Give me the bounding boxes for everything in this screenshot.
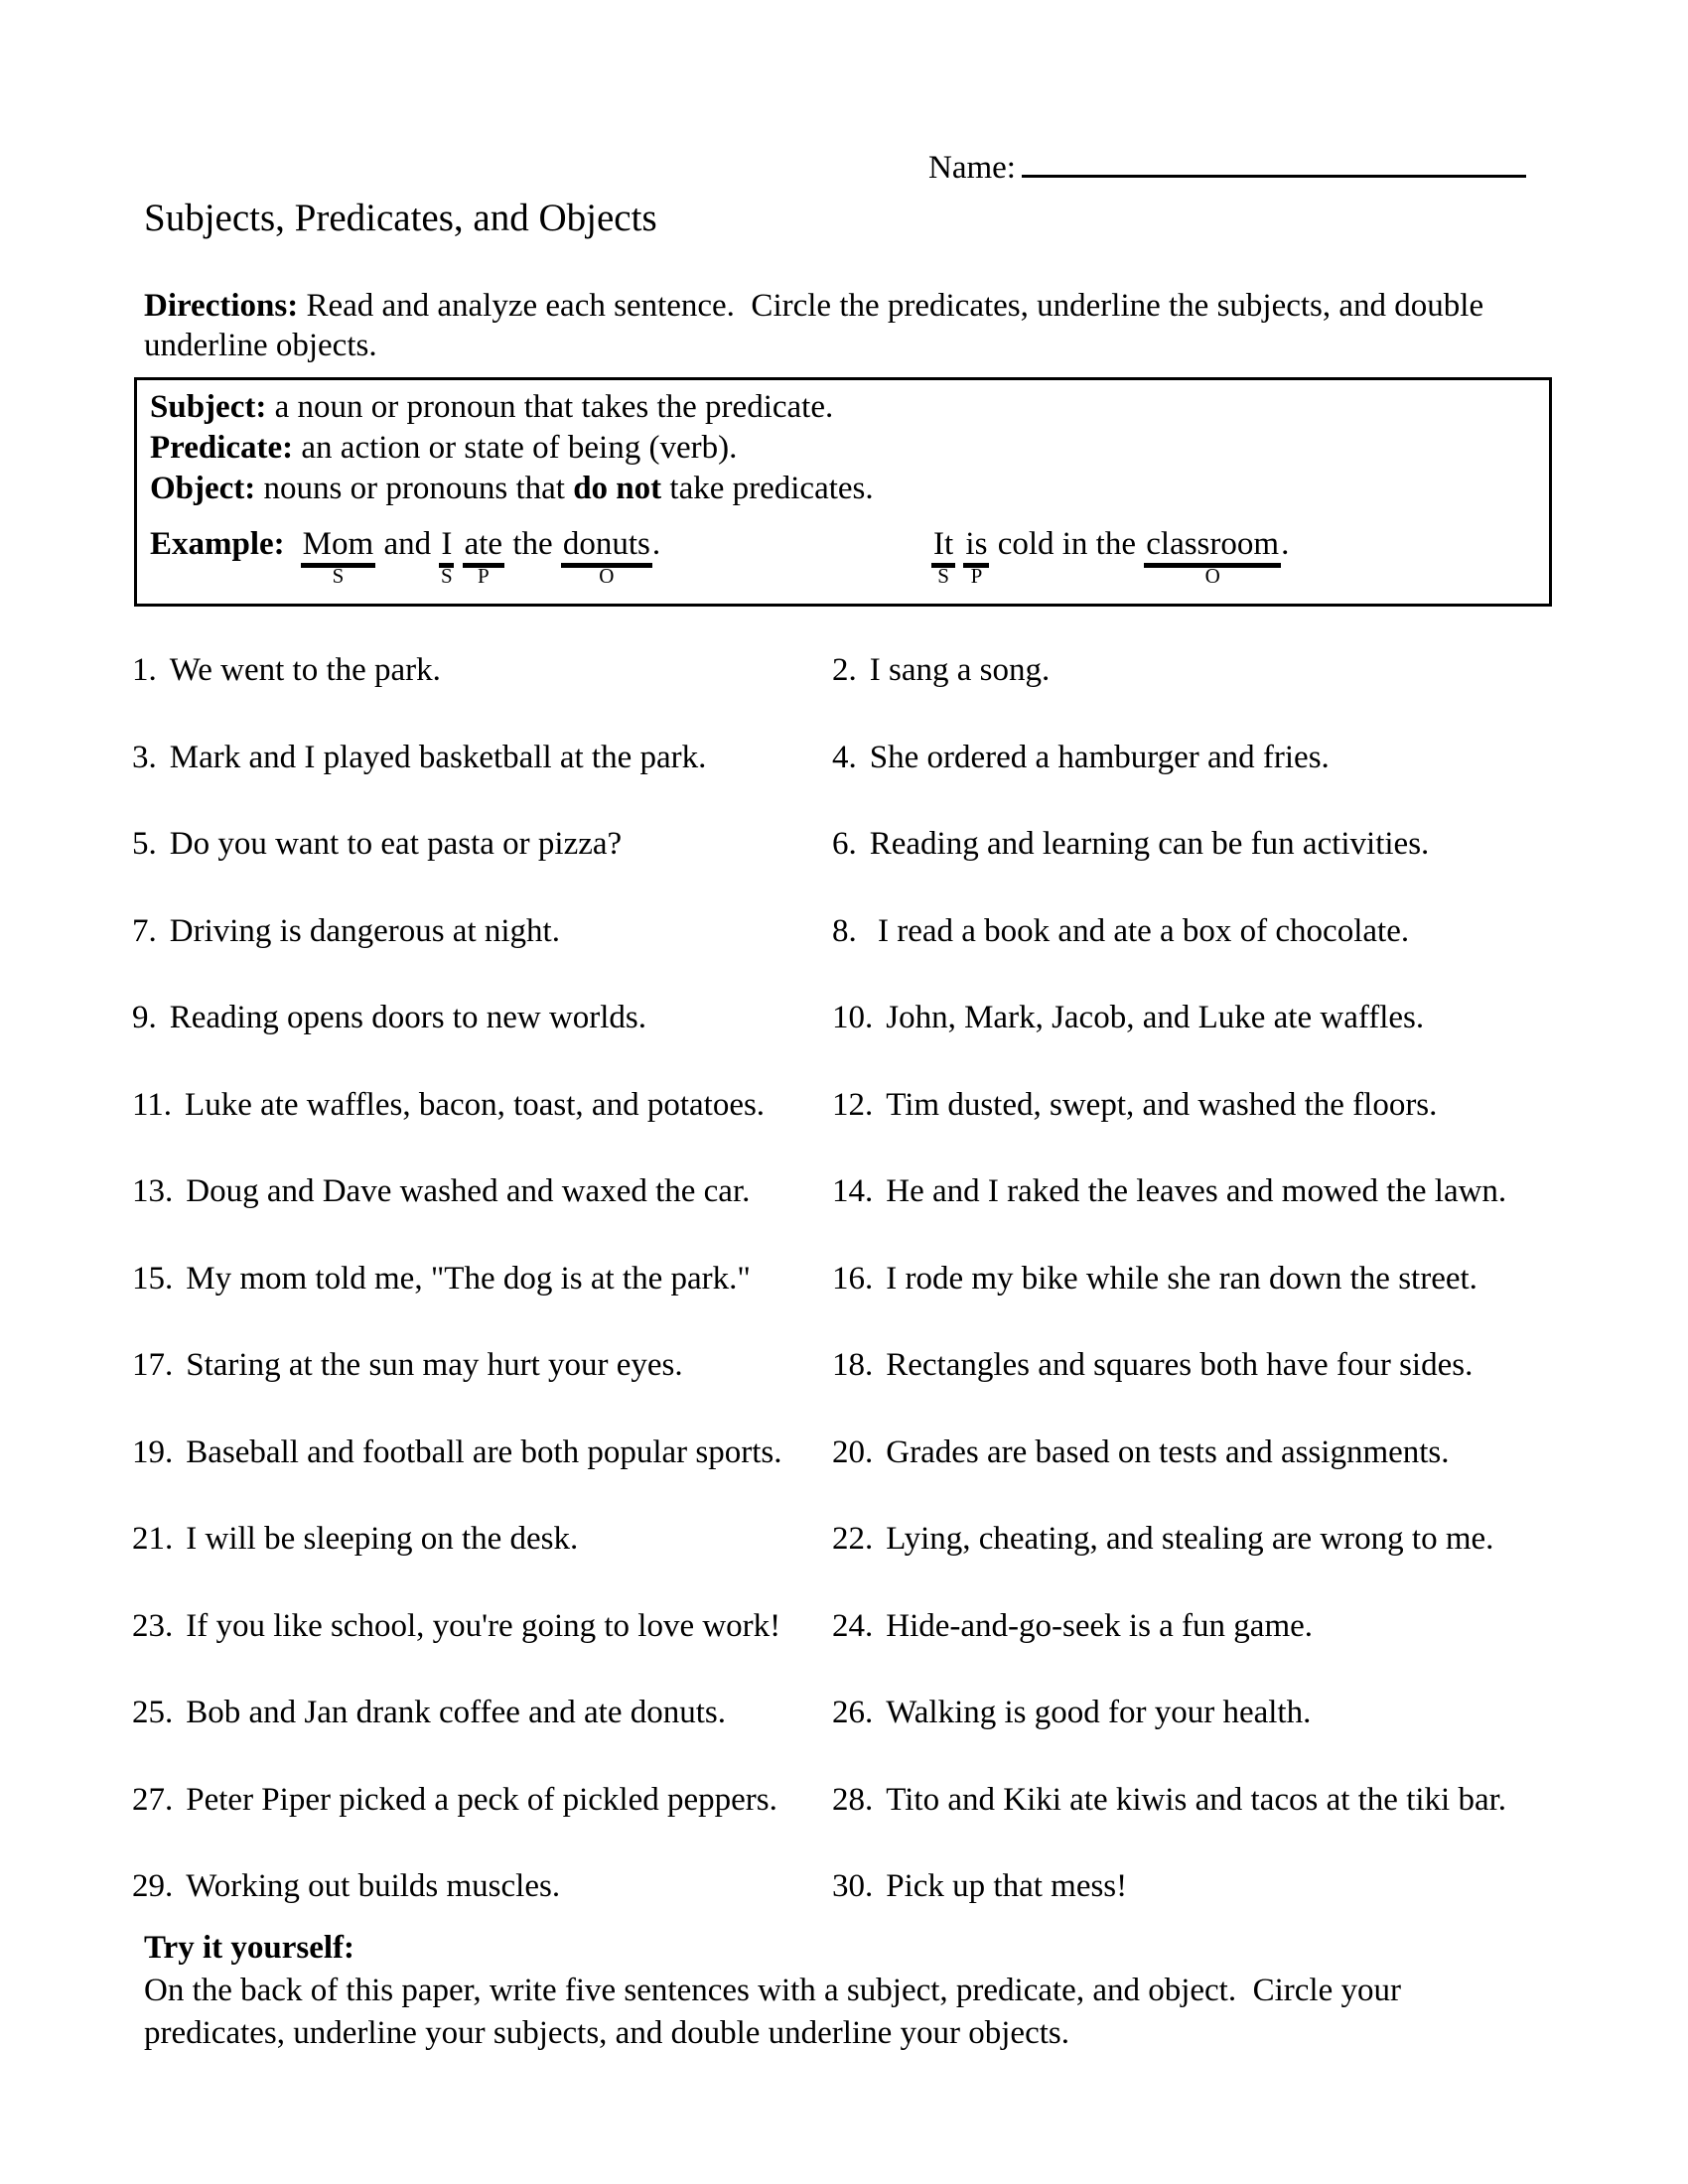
item-number: 16. [832, 1260, 874, 1297]
page-title: Subjects, Predicates, and Objects [144, 197, 657, 239]
list-item [132, 1693, 832, 1780]
item-text: Reading and learning can be fun activities. [869, 826, 1430, 862]
object-definition [150, 469, 1537, 509]
directions [144, 286, 1546, 365]
item-number: 20. [832, 1433, 874, 1470]
item-text: Pick up that mess! [886, 1868, 1128, 1904]
item-number: 17. [132, 1347, 174, 1383]
list-item [832, 650, 1506, 738]
item-number: 26. [832, 1695, 874, 1730]
item-number: 12. [832, 1086, 874, 1123]
list-item [132, 1433, 832, 1520]
underlined-word [301, 526, 376, 588]
example-word: I [441, 526, 453, 562]
name-label: Name: [928, 150, 1016, 186]
item-text: Rectangles and squares both have four sides. [886, 1347, 1474, 1383]
predicate-text: an action or state of being (verb). [293, 430, 738, 466]
item-text: I read a book and ate a box of chocolate. [869, 912, 1410, 949]
item-number: 1. [132, 652, 157, 688]
underlined-word [561, 526, 652, 588]
underlined-word [931, 526, 955, 588]
item-number: 22. [832, 1521, 874, 1557]
example-word: Mom [302, 526, 374, 562]
item-number: 30. [832, 1868, 874, 1904]
sentence-list [132, 650, 1506, 1954]
list-item [832, 1171, 1506, 1259]
item-number: 3. [132, 739, 157, 775]
item-number: 11. [132, 1086, 173, 1123]
item-text: Grades are based on tests and assignments. [886, 1433, 1450, 1470]
item-text: He and I raked the leaves and mowed the lawn. [886, 1173, 1507, 1209]
list-item [832, 1606, 1506, 1694]
item-text: Reading opens doors to new worlds. [169, 1000, 647, 1035]
item-number: 9. [132, 1000, 157, 1035]
example-label: Example: [150, 526, 285, 562]
underlined-word [1144, 526, 1281, 588]
item-text: Tim dusted, swept, and washed the floors. [886, 1086, 1438, 1123]
try-it-section [144, 1927, 1542, 2055]
item-number: 23. [132, 1607, 174, 1644]
item-number: 29. [132, 1868, 174, 1904]
name-header [928, 147, 1526, 187]
example-word: and [375, 526, 440, 562]
item-number: 24. [832, 1607, 874, 1644]
item-text: My mom told me, "The dog is at the park." [186, 1260, 751, 1297]
item-number: 2. [832, 652, 857, 688]
item-text: Bob and Jan drank coffee and ate donuts. [186, 1695, 726, 1730]
item-text: Baseball and football are both popular sports. [186, 1433, 782, 1470]
item-number: 25. [132, 1695, 174, 1730]
example-word: It [933, 526, 954, 562]
definitions-box [134, 377, 1552, 607]
underlined-word [439, 526, 454, 588]
example-sentence-2 [931, 524, 1290, 588]
word-marker: P [970, 563, 983, 588]
item-text: Tito and Kiki ate kiwis and tacos at the tiki bar. [886, 1781, 1507, 1818]
list-item [132, 1519, 832, 1606]
word-marker: S [937, 563, 949, 588]
word-marker: S [441, 563, 453, 588]
name-blank-line [1022, 147, 1526, 178]
list-item [832, 1085, 1506, 1172]
directions-text: Read and analyze each sentence. Circle the predicates, underline the subjects, and double underline objects. [144, 288, 1492, 363]
try-it-heading: Try it yourself: [144, 1930, 355, 1966]
example-word: cold in the [989, 526, 1145, 562]
predicate-definition [150, 428, 1537, 469]
item-number: 10. [832, 1000, 874, 1035]
list-item [832, 998, 1506, 1085]
object-label: Object: [150, 471, 256, 506]
subject-label: Subject: [150, 389, 267, 425]
item-number: 13. [132, 1173, 174, 1209]
example-word [454, 526, 462, 562]
item-text: John, Mark, Jacob, and Luke ate waffles. [886, 1000, 1425, 1035]
predicate-label: Predicate: [150, 430, 294, 466]
item-number: 4. [832, 739, 857, 775]
directions-label: Directions: [144, 288, 299, 324]
list-item [832, 1433, 1506, 1520]
list-item [832, 911, 1506, 999]
list-item [832, 1693, 1506, 1780]
item-text: Working out builds muscles. [186, 1868, 561, 1904]
item-text: Hide-and-go-seek is a fun game. [886, 1607, 1314, 1644]
item-number: 5. [132, 826, 157, 862]
item-text: Staring at the sun may hurt your eyes. [186, 1347, 683, 1383]
list-item [832, 1259, 1506, 1346]
item-number: 6. [832, 826, 857, 862]
list-item [832, 824, 1506, 911]
item-text: I rode my bike while she ran down the street. [886, 1260, 1477, 1297]
item-text: Luke ate waffles, bacon, toast, and potatoes. [185, 1086, 766, 1123]
item-text: I sang a song. [869, 652, 1051, 688]
item-text: If you like school, you're going to love work! [186, 1607, 781, 1644]
list-item [832, 1519, 1506, 1606]
word-marker: O [599, 563, 615, 588]
list-item [132, 824, 832, 911]
object-text: take predicates. [661, 471, 874, 506]
underlined-word [463, 526, 504, 588]
item-text: Lying, cheating, and stealing are wrong to me. [886, 1521, 1494, 1557]
list-item [132, 1345, 832, 1433]
item-number: 28. [832, 1781, 874, 1818]
item-number: 14. [832, 1173, 874, 1209]
item-number: 21. [132, 1521, 174, 1557]
list-item [132, 911, 832, 999]
example-word: ate [464, 526, 503, 562]
item-number: 8. [832, 912, 857, 949]
item-text: She ordered a hamburger and fries. [869, 739, 1330, 775]
item-text: Peter Piper picked a peck of pickled peppers. [186, 1781, 777, 1818]
list-item [132, 738, 832, 825]
list-item [132, 1606, 832, 1694]
item-number: 19. [132, 1433, 174, 1470]
word-marker: S [332, 563, 345, 588]
try-it-text: On the back of this paper, write five sentences with a subject, predicate, and object. Circle your predicates, underline your subjects, and double underline your objects. [144, 1973, 1410, 2051]
item-text: We went to the park. [169, 652, 441, 688]
example-word [955, 526, 963, 562]
item-number: 18. [832, 1347, 874, 1383]
example-word: classroom [1146, 526, 1280, 562]
list-item [832, 738, 1506, 825]
list-item [132, 650, 832, 738]
object-text: nouns or pronouns that [255, 471, 574, 506]
example-word: the [504, 526, 561, 562]
list-item [132, 1171, 832, 1259]
example-sentence-1 [301, 526, 661, 588]
item-number: 27. [132, 1781, 174, 1818]
item-text: Driving is dangerous at night. [169, 912, 560, 949]
item-text: Doug and Dave washed and waxed the car. [186, 1173, 751, 1209]
word-marker: P [477, 563, 490, 588]
list-item [132, 1780, 832, 1867]
list-item [132, 1085, 832, 1172]
subject-definition [150, 387, 1537, 428]
list-item [832, 1345, 1506, 1433]
list-item [132, 1259, 832, 1346]
item-number: 7. [132, 912, 157, 949]
item-text: Do you want to eat pasta or pizza? [169, 826, 623, 862]
example-word: is [965, 526, 988, 562]
item-text: Walking is good for your health. [886, 1695, 1312, 1730]
item-number: 15. [132, 1260, 174, 1297]
list-item [832, 1780, 1506, 1867]
item-text: I will be sleeping on the desk. [186, 1521, 579, 1557]
word-marker: O [1204, 563, 1220, 588]
subject-text: a noun or pronoun that takes the predicate. [266, 389, 834, 425]
item-text: Mark and I played basketball at the park. [169, 739, 707, 775]
example-row [150, 524, 1537, 588]
object-bold-text: do not [573, 471, 662, 506]
example-word: donuts [562, 526, 650, 562]
list-item [132, 998, 832, 1085]
example-word: . [1281, 526, 1290, 562]
underlined-word [963, 526, 989, 588]
example-word: . [651, 526, 661, 562]
